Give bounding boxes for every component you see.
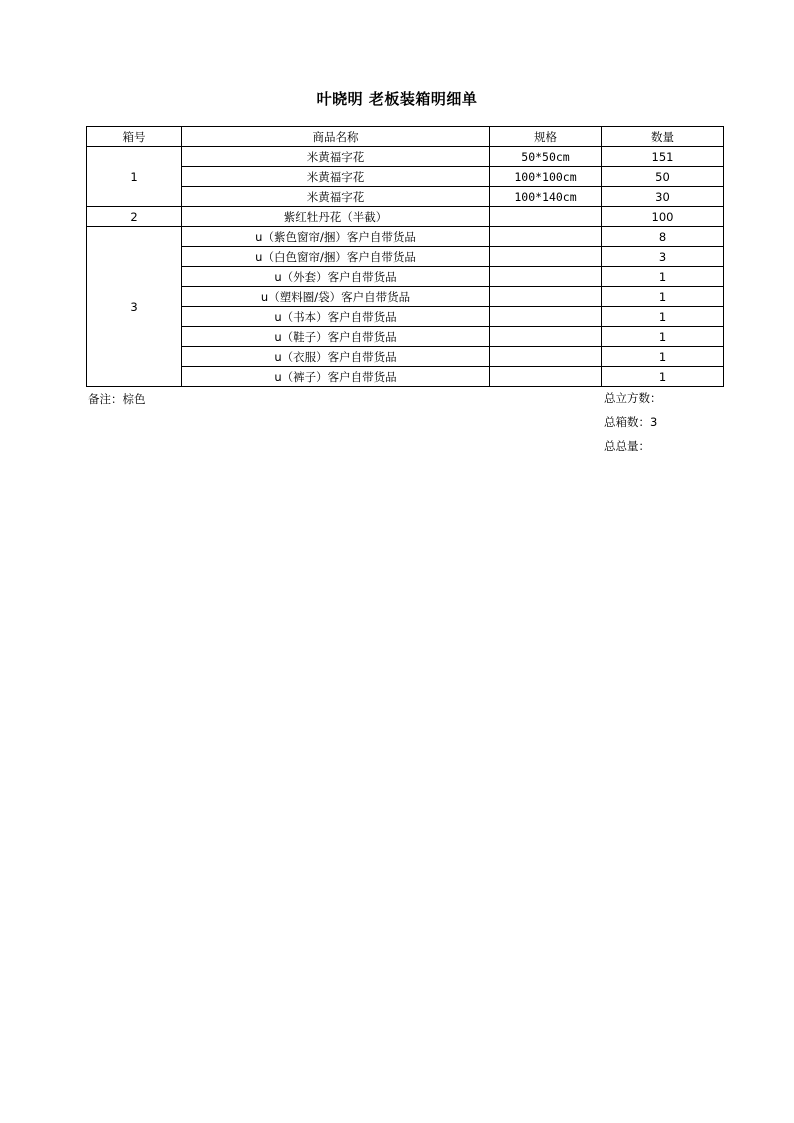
- header-product-name: 商品名称: [182, 127, 490, 147]
- table-row: [87, 167, 724, 187]
- total-volume: 总立方数：: [604, 391, 662, 405]
- quantity-cell: 50: [602, 167, 724, 187]
- total-box-count: 总箱数：3: [604, 415, 658, 429]
- quantity-cell: 30: [602, 187, 724, 207]
- spec-cell: [490, 267, 602, 287]
- header-box-number: 箱号: [87, 127, 182, 147]
- box-number-cell: 2: [87, 207, 182, 227]
- quantity-cell: 3: [602, 247, 724, 267]
- spec-cell: [490, 307, 602, 327]
- spec-cell: [490, 347, 602, 367]
- spec-cell: [490, 207, 602, 227]
- header-spec: 规格: [490, 127, 602, 147]
- product-name-cell: u（外套）客户自带货品: [182, 267, 490, 287]
- table-header-row: [87, 127, 724, 147]
- quantity-cell: 1: [602, 307, 724, 327]
- header-quantity: 数量: [602, 127, 724, 147]
- product-name-cell: u（鞋子）客户自带货品: [182, 327, 490, 347]
- table-row: [87, 267, 724, 287]
- spec-cell: [490, 287, 602, 307]
- product-name-cell: 米黄福字花: [182, 167, 490, 187]
- spec-cell: [490, 227, 602, 247]
- total-weight: 总总量：: [604, 439, 650, 453]
- product-name-cell: u（衣服）客户自带货品: [182, 347, 490, 367]
- quantity-cell: 8: [602, 227, 724, 247]
- product-name-cell: u（裤子）客户自带货品: [182, 367, 490, 387]
- product-name-cell: u（书本）客户自带货品: [182, 307, 490, 327]
- table-row: [87, 227, 724, 247]
- product-name-cell: u（塑料圈/袋）客户自带货品: [182, 287, 490, 307]
- table-row: [87, 147, 724, 167]
- quantity-cell: 1: [602, 347, 724, 367]
- product-name-cell: 米黄福字花: [182, 187, 490, 207]
- spec-cell: [490, 367, 602, 387]
- page-title: 叶晓明 老板装箱明细单: [316, 90, 478, 108]
- quantity-cell: 1: [602, 327, 724, 347]
- box-number-cell: 3: [87, 227, 182, 387]
- table-row: [87, 287, 724, 307]
- table-row: [87, 307, 724, 327]
- packing-list-table: [86, 126, 724, 387]
- table-row: [87, 347, 724, 367]
- spec-cell: 50*50cm: [490, 147, 602, 167]
- box-number-cell: 1: [87, 147, 182, 207]
- product-name-cell: 米黄福字花: [182, 147, 490, 167]
- spec-cell: [490, 247, 602, 267]
- spec-cell: 100*140cm: [490, 187, 602, 207]
- table-row: [87, 367, 724, 387]
- quantity-cell: 151: [602, 147, 724, 167]
- quantity-cell: 1: [602, 287, 724, 307]
- product-name-cell: 紫红牡丹花（半截）: [182, 207, 490, 227]
- table-row: [87, 247, 724, 267]
- remark-text: 备注：棕色: [88, 392, 146, 406]
- quantity-cell: 1: [602, 267, 724, 287]
- quantity-cell: 1: [602, 367, 724, 387]
- table-row: [87, 327, 724, 347]
- spec-cell: 100*100cm: [490, 167, 602, 187]
- quantity-cell: 100: [602, 207, 724, 227]
- table-body: [87, 147, 724, 387]
- product-name-cell: u（白色窗帘/捆）客户自带货品: [182, 247, 490, 267]
- product-name-cell: u（紫色窗帘/捆）客户自带货品: [182, 227, 490, 247]
- table-row: [87, 187, 724, 207]
- table-row: [87, 207, 724, 227]
- spec-cell: [490, 327, 602, 347]
